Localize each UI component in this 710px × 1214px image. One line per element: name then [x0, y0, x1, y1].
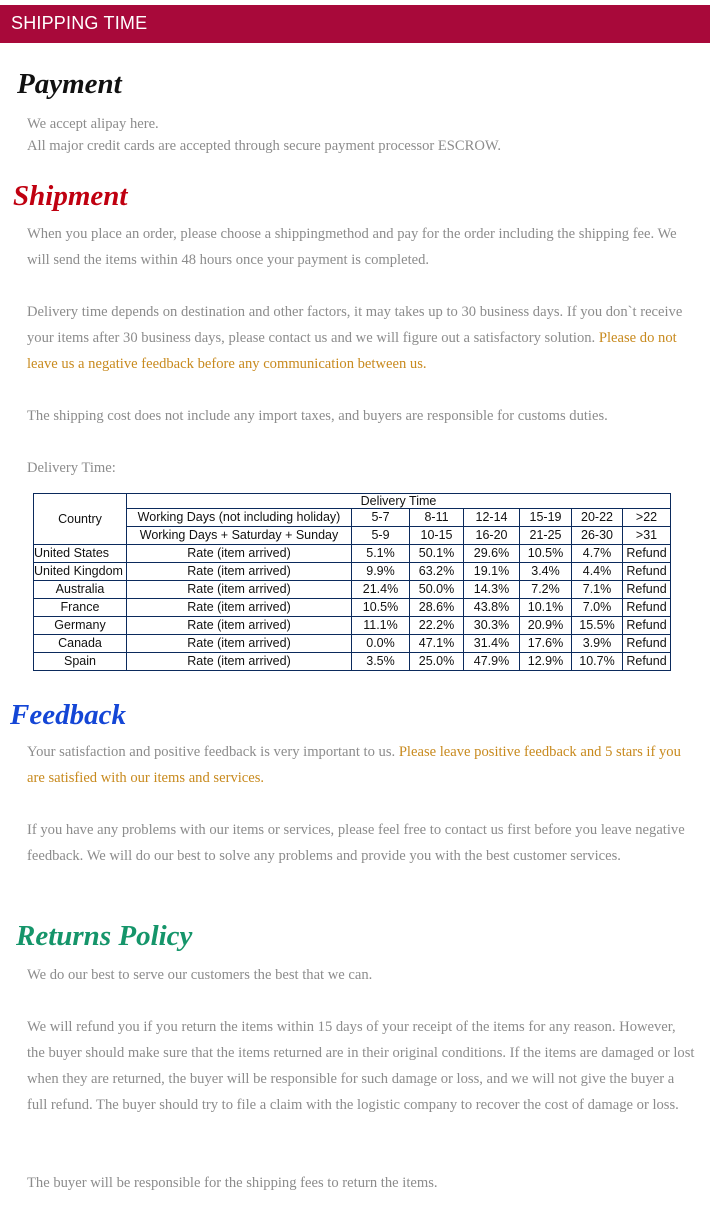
rate-label-cell: Rate (item arrived)	[127, 653, 352, 671]
rate-label-cell: Rate (item arrived)	[127, 563, 352, 581]
working-days-cell: 8-11	[410, 509, 464, 527]
country-header: Country	[34, 494, 127, 545]
table-row	[34, 635, 671, 653]
rate-cell: 11.1%	[352, 617, 410, 635]
rate-cell: 28.6%	[410, 599, 464, 617]
rate-cell: 10.7%	[572, 653, 623, 671]
country-cell: Germany	[34, 617, 127, 635]
working-days-weekend-row	[34, 527, 671, 545]
rate-cell: 20.9%	[520, 617, 572, 635]
delivery-time-label: Delivery Time:	[27, 460, 116, 476]
rate-label-cell: Rate (item arrived)	[127, 635, 352, 653]
rate-cell: 63.2%	[410, 563, 464, 581]
rate-cell: 47.9%	[464, 653, 520, 671]
returns-paragraph-1: We do our best to serve our customers the best that we can.	[27, 967, 373, 983]
rate-cell: 9.9%	[352, 563, 410, 581]
working-days-cell: >22	[623, 509, 671, 527]
rate-label-cell: Rate (item arrived)	[127, 545, 352, 563]
payment-line: We accept alipay here.	[27, 116, 159, 132]
rate-cell: 19.1%	[464, 563, 520, 581]
rate-cell: 10.1%	[520, 599, 572, 617]
rate-cell: 3.5%	[352, 653, 410, 671]
table-header-row	[34, 494, 671, 509]
country-cell: United Kingdom	[34, 563, 127, 581]
shipment-paragraph-1: When you place an order, please choose a shippingmethod and pay for the order including the shipping fee. We will send the items within 48 hours once your payment is completed.	[27, 226, 677, 268]
payment-line: All major credit cards are accepted through secure payment processor ESCROW.	[27, 138, 501, 154]
working-days-weekend-cell: 21-25	[520, 527, 572, 545]
table-row	[34, 581, 671, 599]
country-cell: Canada	[34, 635, 127, 653]
returns-policy-heading: Returns Policy	[16, 920, 193, 952]
rate-cell: 4.4%	[572, 563, 623, 581]
rate-cell: 31.4%	[464, 635, 520, 653]
rate-cell: 29.6%	[464, 545, 520, 563]
shipment-heading: Shipment	[13, 180, 128, 212]
working-days-cell: 12-14	[464, 509, 520, 527]
table-row	[34, 653, 671, 671]
returns-paragraph-2: We will refund you if you return the items within 15 days of your receipt of the items for any reason. However, the buyer should make sure that the items returned are in their original conditions. If the items are damaged or lost when they are returned, the buyer will be responsible for such damage or loss, and we will not give the buyer a full refund. The buyer should try to file a claim with the logistic company to recover the cost of damage or loss.	[27, 1019, 695, 1113]
rate-cell: 50.1%	[410, 545, 464, 563]
rate-label-cell: Rate (item arrived)	[127, 581, 352, 599]
rate-cell: Refund	[623, 545, 671, 563]
country-cell: Australia	[34, 581, 127, 599]
working-days-weekend-cell: >31	[623, 527, 671, 545]
shipping-time-banner	[0, 5, 710, 43]
payment-text	[27, 113, 697, 157]
rate-cell: 3.9%	[572, 635, 623, 653]
rate-cell: 25.0%	[410, 653, 464, 671]
rate-cell: 43.8%	[464, 599, 520, 617]
working-days-cell: 20-22	[572, 509, 623, 527]
banner-title: SHIPPING TIME	[11, 13, 148, 33]
feedback-paragraph-1	[27, 739, 697, 791]
table-row	[34, 563, 671, 581]
working-days-weekend-cell: 10-15	[410, 527, 464, 545]
working-days-weekend-cell: 16-20	[464, 527, 520, 545]
rate-cell: 17.6%	[520, 635, 572, 653]
rate-cell: Refund	[623, 563, 671, 581]
feedback-heading: Feedback	[10, 699, 126, 731]
positive-feedback-request: Please leave positive feedback and 5 stars if you are satisfied with our items and services.	[27, 744, 681, 786]
rate-cell: 21.4%	[352, 581, 410, 599]
rate-label-cell: Rate (item arrived)	[127, 617, 352, 635]
country-cell: Spain	[34, 653, 127, 671]
payment-heading: Payment	[17, 68, 122, 100]
returns-paragraph-3: The buyer will be responsible for the shipping fees to return the items.	[27, 1175, 438, 1191]
table-row	[34, 617, 671, 635]
working-days-weekend-cell: 26-30	[572, 527, 623, 545]
rate-cell: 47.1%	[410, 635, 464, 653]
delivery-time-header: Delivery Time	[127, 494, 671, 509]
rate-cell: Refund	[623, 617, 671, 635]
negative-feedback-notice: Please do not leave us a negative feedback before any communication between us.	[27, 330, 677, 372]
rate-cell: 30.3%	[464, 617, 520, 635]
delivery-time-table	[33, 493, 671, 671]
rate-cell: 0.0%	[352, 635, 410, 653]
rate-cell: 22.2%	[410, 617, 464, 635]
shipment-paragraph-2-text: Delivery time depends on destination and other factors, it may takes up to 30 business days. If you don`t receive your items after 30 business days, please contact us and we will figure out a satisfactory solution.	[27, 304, 683, 346]
shipment-paragraph-2	[27, 299, 697, 377]
working-days-cell: 15-19	[520, 509, 572, 527]
rate-cell: 3.4%	[520, 563, 572, 581]
country-cell: France	[34, 599, 127, 617]
rate-cell: 10.5%	[520, 545, 572, 563]
working-days-label: Working Days (not including holiday)	[127, 509, 352, 527]
rate-cell: 7.0%	[572, 599, 623, 617]
feedback-paragraph-2: If you have any problems with our items or services, please feel free to contact us first before you leave negative feedback. We will do our best to solve any problems and provide you with the best customer services.	[27, 822, 685, 864]
rate-cell: 50.0%	[410, 581, 464, 599]
table-row	[34, 599, 671, 617]
rate-cell: Refund	[623, 599, 671, 617]
working-days-weekend-label: Working Days + Saturday + Sunday	[127, 527, 352, 545]
rate-cell: Refund	[623, 653, 671, 671]
shipment-paragraph-3: The shipping cost does not include any import taxes, and buyers are responsible for customs duties.	[27, 408, 608, 424]
rate-cell: Refund	[623, 581, 671, 599]
rate-label-cell: Rate (item arrived)	[127, 599, 352, 617]
feedback-paragraph-1-text: Your satisfaction and positive feedback is very important to us.	[27, 744, 399, 760]
working-days-cell: 5-7	[352, 509, 410, 527]
table-row	[34, 545, 671, 563]
country-cell: United States	[34, 545, 127, 563]
rate-cell: 5.1%	[352, 545, 410, 563]
working-days-weekend-cell: 5-9	[352, 527, 410, 545]
rate-cell: 7.2%	[520, 581, 572, 599]
rate-cell: 7.1%	[572, 581, 623, 599]
working-days-row	[34, 509, 671, 527]
rate-cell: 12.9%	[520, 653, 572, 671]
rate-cell: 15.5%	[572, 617, 623, 635]
rate-cell: 10.5%	[352, 599, 410, 617]
rate-cell: 4.7%	[572, 545, 623, 563]
rate-cell: 14.3%	[464, 581, 520, 599]
rate-cell: Refund	[623, 635, 671, 653]
